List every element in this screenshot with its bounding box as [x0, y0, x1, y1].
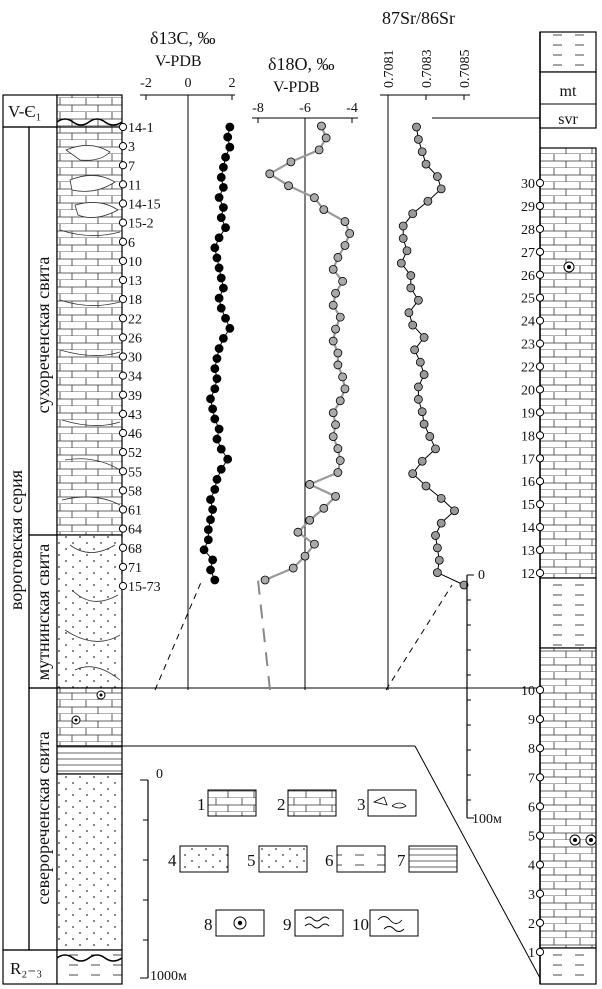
data-point	[226, 143, 234, 151]
detail-sample-marker	[536, 546, 543, 553]
data-point	[207, 566, 215, 574]
data-point	[215, 264, 223, 272]
data-point	[224, 455, 232, 463]
data-point	[409, 470, 417, 478]
data-point	[310, 194, 318, 202]
sample-label: 10	[128, 254, 142, 270]
detail-sample-label: 22	[521, 360, 535, 376]
vendian-cambrian-label: V-Є₁	[8, 102, 42, 121]
legend-5-swatch	[259, 846, 307, 872]
right-scale-bar	[467, 568, 502, 827]
sample-label: 7	[128, 159, 135, 175]
data-point	[451, 507, 459, 515]
sample-marker	[119, 162, 126, 169]
data-point	[200, 546, 208, 554]
riphean-label: R₂₋₃	[10, 959, 43, 978]
sample-marker	[119, 525, 126, 532]
sample-label: 55	[128, 465, 142, 481]
data-point	[301, 552, 309, 560]
data-point	[399, 222, 407, 230]
detail-sample-marker	[536, 363, 543, 370]
data-point	[222, 314, 230, 322]
sample-label: 46	[128, 427, 142, 442]
sample-label: 22	[128, 312, 142, 328]
detail-sample-marker	[536, 745, 543, 752]
sample-marker	[119, 315, 126, 322]
legend-5-label: 5	[247, 851, 256, 870]
detail-sample-label: 24	[521, 314, 535, 330]
mutninskaya-formation-label: мутнинская свита	[33, 543, 53, 681]
detail-sample-label: 7	[528, 771, 535, 787]
data-point	[219, 284, 227, 292]
legend-7-label: 7	[397, 851, 406, 870]
data-point	[332, 492, 340, 500]
sample-label: 58	[128, 484, 142, 500]
data-point	[433, 173, 441, 181]
oxygen-chart	[252, 54, 358, 690]
carbon-title: δ13C, ‰	[150, 28, 216, 48]
sample-marker	[119, 410, 126, 417]
legend-6-swatch	[337, 846, 385, 872]
sample-label: 43	[128, 407, 142, 423]
data-point	[322, 134, 330, 142]
data-point	[334, 253, 342, 261]
detail-sample-label: 1	[528, 946, 535, 961]
data-point	[285, 182, 293, 190]
data-point	[219, 334, 227, 342]
detail-sample-label: 27	[521, 245, 535, 261]
data-point	[217, 445, 225, 453]
data-point	[332, 289, 340, 297]
data-point	[418, 457, 426, 465]
detail-sample-marker	[536, 225, 543, 232]
sample-label: 26	[128, 331, 142, 347]
detail-sample-label: 30	[521, 177, 535, 192]
detail-sample-label: 28	[521, 222, 535, 238]
detail-sample-marker	[536, 179, 543, 186]
data-point	[215, 294, 223, 302]
scale-bar	[140, 767, 187, 984]
data-point	[317, 122, 325, 130]
oxygen-tick-left: -8	[252, 101, 264, 116]
data-point	[287, 158, 295, 166]
data-point	[418, 408, 426, 416]
carbon-subtitle: V-PDB	[155, 53, 202, 70]
detail-sample-label: 18	[521, 429, 535, 445]
data-point	[414, 135, 422, 143]
data-point	[215, 193, 223, 201]
detail-sample-marker	[536, 248, 543, 255]
detail-sample-label: 26	[521, 268, 535, 284]
data-point	[339, 277, 347, 285]
detail-sample-marker	[536, 686, 543, 693]
data-point	[418, 148, 426, 156]
data-point	[294, 528, 302, 536]
detail-sample-label: 10	[521, 684, 535, 699]
sample-marker	[119, 143, 126, 150]
data-point	[219, 204, 227, 212]
data-point	[336, 313, 344, 321]
detail-sample-label: 29	[521, 199, 535, 215]
sample-marker	[119, 238, 126, 245]
strontium-tick-mid: 0.7083	[420, 49, 435, 88]
data-point	[414, 296, 422, 304]
sample-marker	[119, 123, 126, 130]
detail-sample-marker	[536, 478, 543, 485]
data-point	[204, 526, 212, 534]
sample-marker	[119, 257, 126, 264]
data-point	[329, 433, 337, 441]
data-point	[411, 346, 419, 354]
detail-column	[540, 32, 596, 984]
legend-2-label: 2	[277, 795, 286, 814]
svr-label: svr	[558, 111, 578, 128]
data-point	[339, 373, 347, 381]
detail-sample-label: 9	[528, 713, 535, 729]
data-point	[420, 371, 428, 379]
lithology-column	[57, 95, 122, 984]
data-point	[211, 385, 219, 393]
data-point	[424, 197, 432, 205]
detail-sample-marker	[536, 340, 543, 347]
sample-marker	[119, 181, 126, 188]
mt-label: mt	[559, 83, 577, 100]
data-point	[433, 569, 441, 577]
detail-sample-marker	[536, 202, 543, 209]
carbon-tick-left: -2	[140, 76, 152, 91]
oxygen-subtitle: V-PDB	[273, 79, 320, 96]
data-point	[213, 435, 221, 443]
data-point	[432, 445, 440, 453]
sample-label: 14-15	[128, 197, 161, 213]
data-point	[207, 395, 215, 403]
data-point	[213, 254, 221, 262]
data-point	[407, 272, 415, 280]
data-point	[211, 485, 219, 493]
strontium-chart	[380, 8, 473, 690]
data-point	[329, 409, 337, 417]
sample-label: 64	[128, 522, 142, 538]
data-point	[336, 457, 344, 465]
sample-marker	[119, 582, 126, 589]
data-point	[213, 355, 221, 363]
data-point	[222, 153, 230, 161]
data-point	[433, 544, 441, 552]
oxygen-tick-mid: -6	[299, 101, 311, 116]
data-point	[407, 284, 415, 292]
strontium-tick-left: 0.7081	[382, 49, 397, 88]
sample-marker	[119, 506, 126, 513]
legend-8-label: 8	[204, 915, 213, 934]
data-point	[435, 556, 443, 564]
data-point	[209, 506, 217, 514]
detail-sample-marker	[536, 501, 543, 508]
sample-marker	[119, 544, 126, 551]
detail-sample-marker	[536, 861, 543, 868]
sample-marker	[119, 372, 126, 379]
detail-sample-marker	[536, 832, 543, 839]
data-point	[315, 146, 323, 154]
sample-marker	[119, 487, 126, 494]
data-point	[207, 516, 215, 524]
detail-sample-label: 4	[528, 858, 535, 874]
data-point	[420, 333, 428, 341]
carbon-tick-right: 2	[228, 76, 236, 91]
severorechenskaya-formation-label: северореченская свита	[33, 731, 53, 905]
sample-label: 6	[128, 235, 135, 251]
legend-4-swatch	[180, 846, 228, 872]
sample-label: 34	[128, 369, 142, 385]
formation-column	[3, 95, 57, 984]
data-point	[399, 234, 407, 242]
sample-marker	[119, 276, 126, 283]
detail-sample-label: 14	[521, 521, 535, 537]
series-line	[401, 127, 464, 585]
data-point	[226, 123, 234, 131]
data-point	[329, 265, 337, 273]
sample-label: 68	[128, 541, 142, 557]
right-scale-100: 100м	[472, 812, 502, 827]
data-point	[416, 358, 424, 366]
data-point	[215, 425, 223, 433]
data-point	[426, 432, 434, 440]
data-point	[403, 247, 411, 255]
sukhorechenskaya-formation-label: сухореченская свита	[33, 256, 53, 414]
data-point	[346, 230, 354, 238]
data-point	[397, 259, 405, 267]
sample-marker	[119, 391, 126, 398]
data-point	[207, 495, 215, 503]
detail-sample-label: 15	[521, 498, 535, 514]
detail-sample-marker	[536, 890, 543, 897]
detail-sample-marker	[536, 386, 543, 393]
scale-1000: 1000м	[150, 969, 187, 984]
data-point	[405, 309, 413, 317]
data-point	[341, 385, 349, 393]
data-point	[217, 465, 225, 473]
detail-sample-label: 8	[528, 742, 535, 758]
oxygen-tick-right: -4	[346, 101, 358, 116]
data-point	[437, 185, 445, 193]
detail-sample-label: 19	[521, 406, 535, 422]
legend-3-swatch	[368, 790, 416, 816]
strontium-title: 87Sr/86Sr	[382, 8, 456, 28]
detail-sample-marker	[536, 317, 543, 324]
data-point	[320, 206, 328, 214]
detail-sample-label: 20	[521, 383, 535, 399]
sample-label: 61	[128, 503, 142, 519]
data-point	[420, 420, 428, 428]
legend-10-label: 10	[352, 915, 369, 934]
data-point	[422, 482, 430, 490]
legend-9-label: 9	[283, 915, 292, 934]
sample-marker	[119, 219, 126, 226]
sample-marker	[119, 449, 126, 456]
detail-sample-label: 16	[521, 475, 535, 491]
legend-2-swatch	[288, 790, 336, 816]
detail-sample-marker	[536, 294, 543, 301]
detail-sample-marker	[536, 455, 543, 462]
detail-sample-marker	[536, 432, 543, 439]
data-point	[437, 519, 445, 527]
sample-label: 71	[128, 560, 142, 576]
detail-sample-label: 17	[521, 452, 535, 468]
legend-4-label: 4	[168, 851, 177, 870]
oxygen-title: δ18O, ‰	[268, 54, 335, 74]
data-point	[211, 365, 219, 373]
detail-sample-marker	[536, 948, 543, 955]
data-point	[332, 421, 340, 429]
sample-marker	[119, 468, 126, 475]
data-point	[289, 564, 297, 572]
detail-sample-label: 13	[521, 544, 535, 560]
sample-marker	[119, 200, 126, 207]
sample-label: 15-2	[128, 216, 154, 232]
data-point	[409, 321, 417, 329]
data-point	[211, 415, 219, 423]
data-point	[266, 170, 274, 178]
data-point	[336, 397, 344, 405]
detail-sample-marker	[536, 716, 543, 723]
detail-sample-marker	[536, 569, 543, 576]
sample-label: 3	[128, 140, 135, 156]
data-point	[310, 540, 318, 548]
legend-6-label: 6	[325, 851, 334, 870]
scale-zero: 0	[156, 767, 163, 782]
sample-marker	[119, 563, 126, 570]
sample-label: 15-73	[128, 580, 161, 595]
data-point	[215, 234, 223, 242]
data-point	[422, 160, 430, 168]
sample-label: 52	[128, 446, 142, 462]
data-point	[209, 556, 217, 564]
data-point	[414, 383, 422, 391]
strontium-tick-right: 0.7085	[458, 49, 473, 88]
data-point	[219, 183, 227, 191]
detail-sample-marker	[536, 524, 543, 531]
carbon-tick-mid: 0	[184, 76, 192, 91]
detail-sample-label: 3	[528, 887, 535, 903]
detail-sample-label: 23	[521, 337, 535, 353]
legend-7-swatch	[409, 846, 457, 872]
detail-sample-marker	[536, 919, 543, 926]
data-point	[261, 576, 269, 584]
sample-label: 30	[128, 350, 142, 366]
data-point	[209, 405, 217, 413]
detail-sample-marker	[536, 774, 543, 781]
legend-1-label: 1	[197, 795, 206, 814]
detail-sample-label: 12	[521, 567, 535, 582]
detail-sample-marker	[536, 271, 543, 278]
data-point	[211, 244, 219, 252]
detail-sample-label: 6	[528, 800, 535, 816]
sample-label: 13	[128, 274, 142, 289]
legend-1-swatch	[208, 790, 256, 816]
detail-sample-label: 25	[521, 291, 535, 307]
data-point	[437, 494, 445, 502]
data-point	[320, 504, 328, 512]
sample-marker	[119, 353, 126, 360]
data-point	[222, 224, 230, 232]
sample-marker	[119, 334, 126, 341]
data-point	[219, 163, 227, 171]
detail-sample-marker	[536, 803, 543, 810]
vorogovo-group-label: вороговская серия	[6, 469, 26, 611]
legend-9-swatch	[295, 910, 343, 936]
detail-sample-label: 5	[528, 829, 535, 845]
data-point	[217, 173, 225, 181]
sample-label: 39	[128, 388, 142, 404]
sample-label: 14-1	[128, 121, 154, 136]
data-point	[332, 325, 340, 333]
data-point	[211, 576, 219, 584]
data-point	[204, 536, 212, 544]
data-point	[409, 210, 417, 218]
data-point	[306, 480, 314, 488]
legend-3-label: 3	[357, 795, 366, 814]
data-point	[341, 241, 349, 249]
data-point	[226, 324, 234, 332]
sample-labels	[119, 121, 160, 595]
data-point	[217, 274, 225, 282]
detail-sample-label: 2	[528, 916, 535, 932]
data-point	[334, 349, 342, 357]
data-point	[306, 516, 314, 524]
right-scale-zero: 0	[478, 568, 485, 583]
data-point	[432, 531, 440, 539]
data-point	[217, 214, 225, 222]
data-point	[341, 218, 349, 226]
data-point	[217, 304, 225, 312]
data-point	[215, 344, 223, 352]
sample-marker	[119, 429, 126, 436]
detail-sample-marker	[536, 409, 543, 416]
data-point	[213, 475, 221, 483]
sample-label: 18	[128, 293, 142, 309]
data-point	[213, 375, 221, 383]
data-point	[224, 133, 232, 141]
legend	[168, 790, 457, 936]
data-point	[334, 468, 342, 476]
data-point	[334, 361, 342, 369]
data-point	[329, 301, 337, 309]
sample-marker	[119, 296, 126, 303]
sample-label: 11	[128, 178, 142, 194]
data-point	[413, 123, 421, 131]
data-point	[414, 395, 422, 403]
data-point	[329, 337, 337, 345]
data-point	[334, 445, 342, 453]
